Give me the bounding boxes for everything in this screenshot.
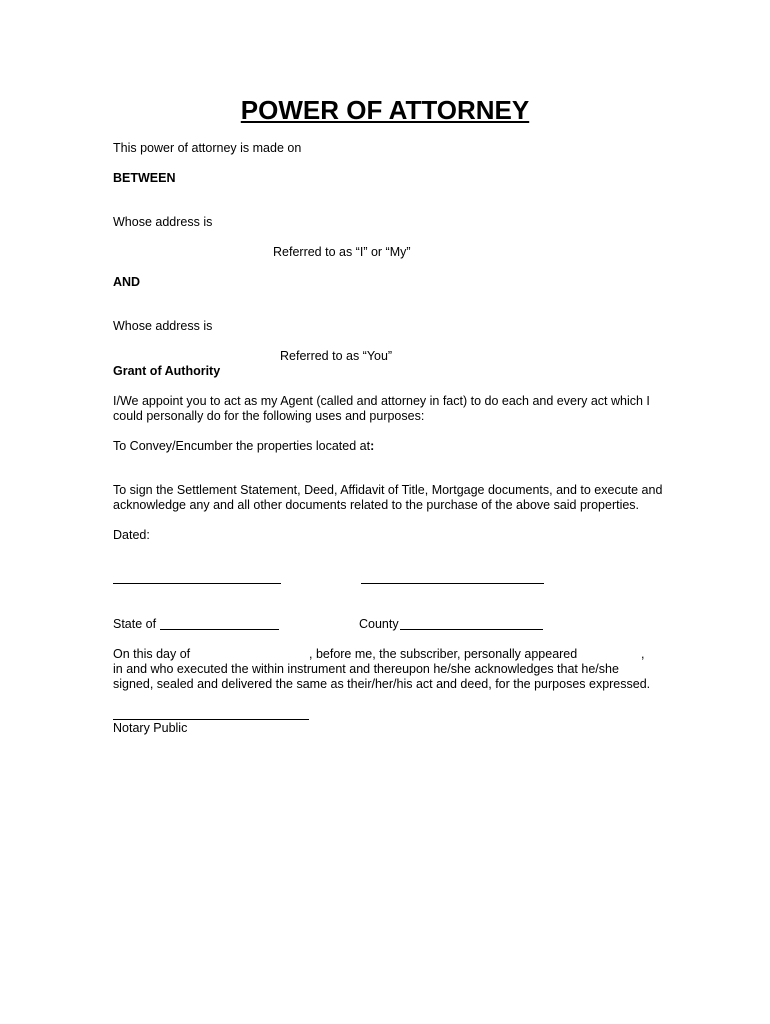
and-label: AND <box>113 275 141 289</box>
state-of-label: State of <box>113 617 157 631</box>
notary-text-2: in and who executed the within instrument and thereupon he/she acknowledges that he/she <box>113 662 619 676</box>
made-on-text: This power of attorney is made on <box>113 141 302 155</box>
referred-as-i: Referred to as “I” or “My” <box>273 245 411 259</box>
convey-colon: : <box>370 439 375 453</box>
notary-text-1a: On this day of <box>113 647 191 661</box>
state-field-line[interactable] <box>160 629 279 630</box>
signature-line-right[interactable] <box>361 583 544 584</box>
convey-label: To Convey/Encumber the properties located at <box>113 439 371 453</box>
between-label: BETWEEN <box>113 171 176 185</box>
notary-text-1c: , <box>641 647 645 661</box>
document-title: POWER OF ATTORNEY <box>240 95 530 125</box>
signature-line-left[interactable] <box>113 583 281 584</box>
grant-text-line-1: I/We appoint you to act as my Agent (called and attorney in fact) to do each and every act which I <box>113 394 650 408</box>
notary-signature-line[interactable] <box>113 719 309 720</box>
notary-public-label: Notary Public <box>113 721 188 735</box>
notary-text-1b: , before me, the subscriber, personally appeared <box>309 647 578 661</box>
address-label-2: Whose address is <box>113 319 213 333</box>
grant-text-line-2: could personally do for the following uses and purposes: <box>113 409 425 423</box>
address-label-1: Whose address is <box>113 215 213 229</box>
county-field-line[interactable] <box>400 629 543 630</box>
sign-text-line-2: acknowledge any and all other documents related to the purchase of the above said properties. <box>113 498 640 512</box>
notary-text-3: signed, sealed and delivered the same as their/her/his act and deed, for the purposes expressed. <box>113 677 651 691</box>
referred-as-you: Referred to as “You” <box>280 349 393 363</box>
sign-text-line-1: To sign the Settlement Statement, Deed, Affidavit of Title, Mortgage documents, and to execute and <box>113 483 663 497</box>
county-label: County <box>359 617 399 631</box>
grant-heading: Grant of Authority <box>113 364 221 378</box>
convey-text <box>113 439 374 454</box>
dated-label: Dated: <box>113 528 150 542</box>
